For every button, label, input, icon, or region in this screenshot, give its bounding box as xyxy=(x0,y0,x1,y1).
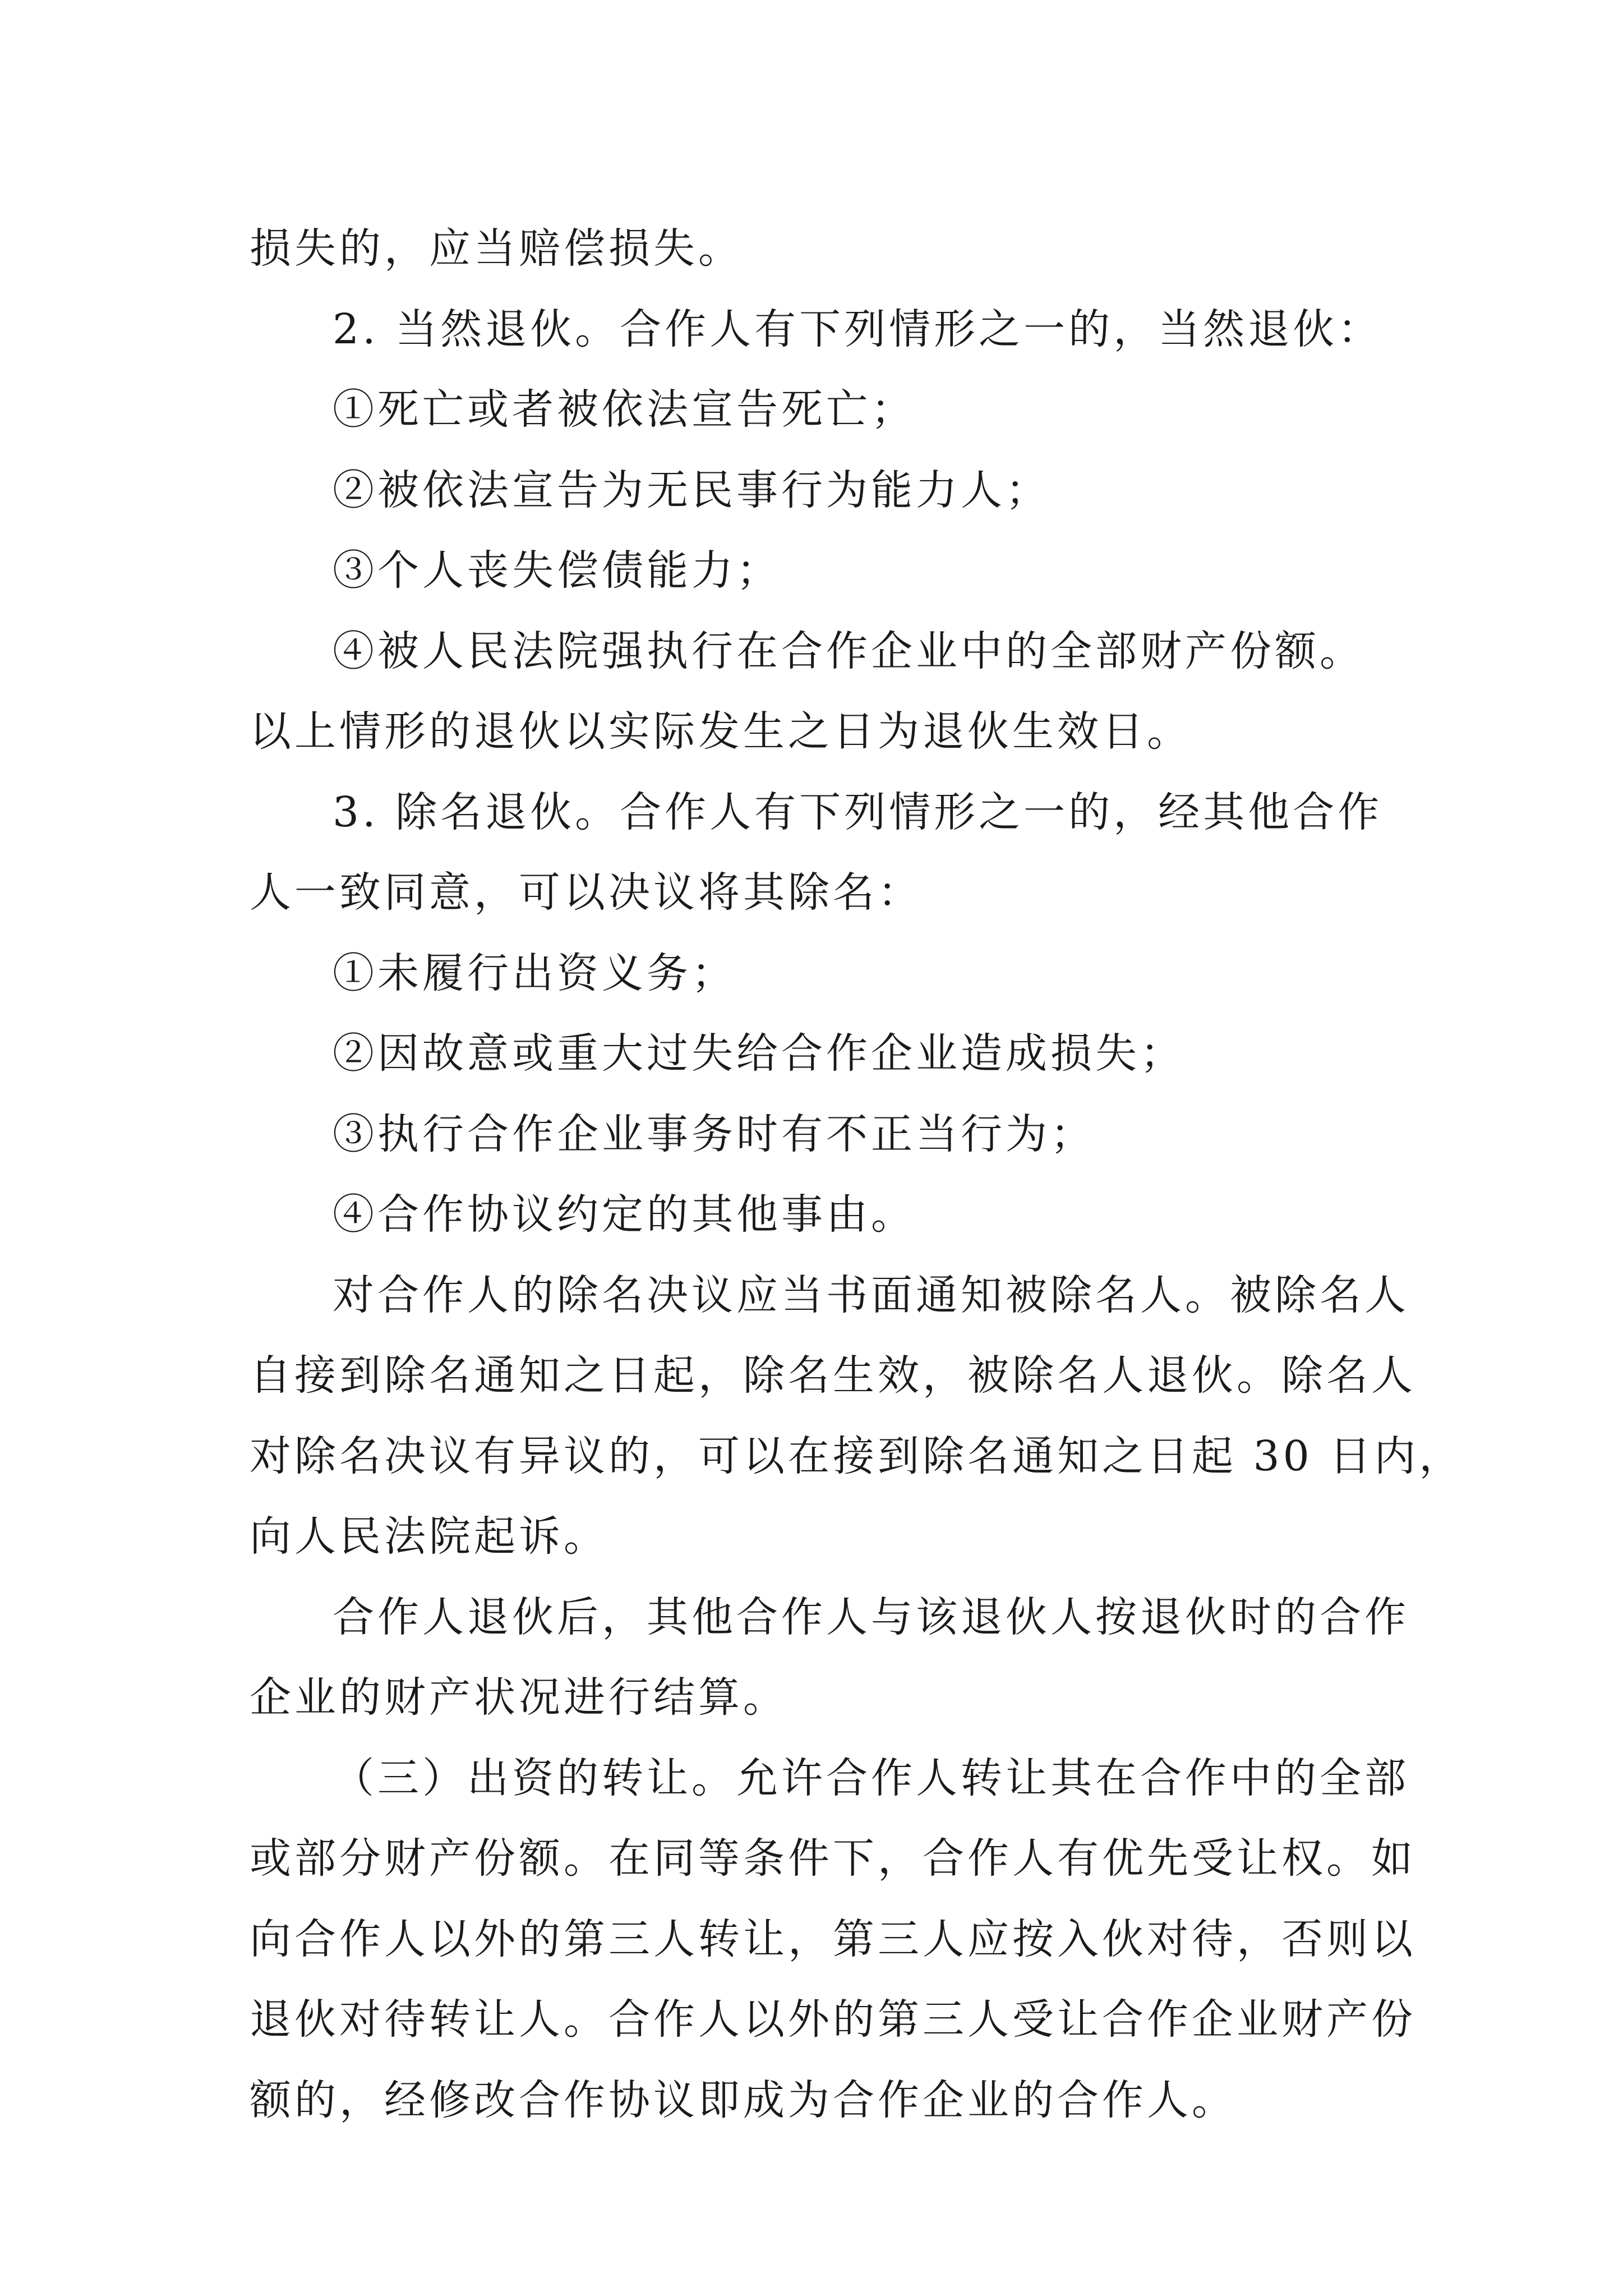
document-body xyxy=(250,209,1464,2141)
text-line: ④被人民法院强执行在合作企业中的全部财产份额。 xyxy=(333,627,1364,675)
text-line: ②因故意或重大过失给合作企业造成损失； xyxy=(333,1029,1185,1078)
text-line: 向合作人以外的第三人转让，第三人应按入伙对待，否则以 xyxy=(250,1915,1416,1963)
text-line: 对除名决议有异议的，可以在接到除名通知之日起 30 日内， xyxy=(250,1432,1464,1480)
text-line: 额的，经修改合作协议即成为合作企业的合作人。 xyxy=(250,2076,1237,2124)
text-line: 对合作人的除名决议应当书面通知被除名人。被除名人 xyxy=(333,1271,1409,1319)
text-line: 或部分财产份额。在同等条件下，合作人有优先受让权。如 xyxy=(250,1834,1416,1883)
text-line: ④合作协议约定的其他事由。 xyxy=(333,1190,916,1239)
text-line: 合作人退伙后，其他合作人与该退伙人按退伙时的合作 xyxy=(333,1593,1409,1641)
text-line: 退伙对待转让人。合作人以外的第三人受让合作企业财产份 xyxy=(250,1995,1416,2044)
text-line: 损失的，应当赔偿损失。 xyxy=(250,224,743,273)
text-line: 企业的财产状况进行结算。 xyxy=(250,1673,788,1722)
text-line: 2. 当然退伙。合作人有下列情形之一的，当然退伙： xyxy=(333,305,1383,353)
text-line: 向人民法院起诉。 xyxy=(250,1512,608,1561)
text-line: 自接到除名通知之日起，除名生效，被除名人退伙。除名人 xyxy=(250,1351,1416,1400)
text-line: ③个人丧失偿债能力； xyxy=(333,546,781,595)
text-line: ①未履行出资义务； xyxy=(333,949,736,997)
text-line: 人一致同意，可以决议将其除名： xyxy=(250,868,923,917)
text-line: ①死亡或者被依法宣告死亡； xyxy=(333,385,916,434)
text-line: ③执行合作企业事务时有不正当行为； xyxy=(333,1110,1095,1158)
text-line: 以上情形的退伙以实际发生之日为退伙生效日。 xyxy=(250,707,1192,756)
text-line: ②被依法宣告为无民事行为能力人； xyxy=(333,466,1050,514)
text-line: 3. 除名退伙。合作人有下列情形之一的，经其他合作 xyxy=(333,788,1383,836)
text-line: （三）出资的转让。允许合作人转让其在合作中的全部 xyxy=(333,1754,1409,1802)
